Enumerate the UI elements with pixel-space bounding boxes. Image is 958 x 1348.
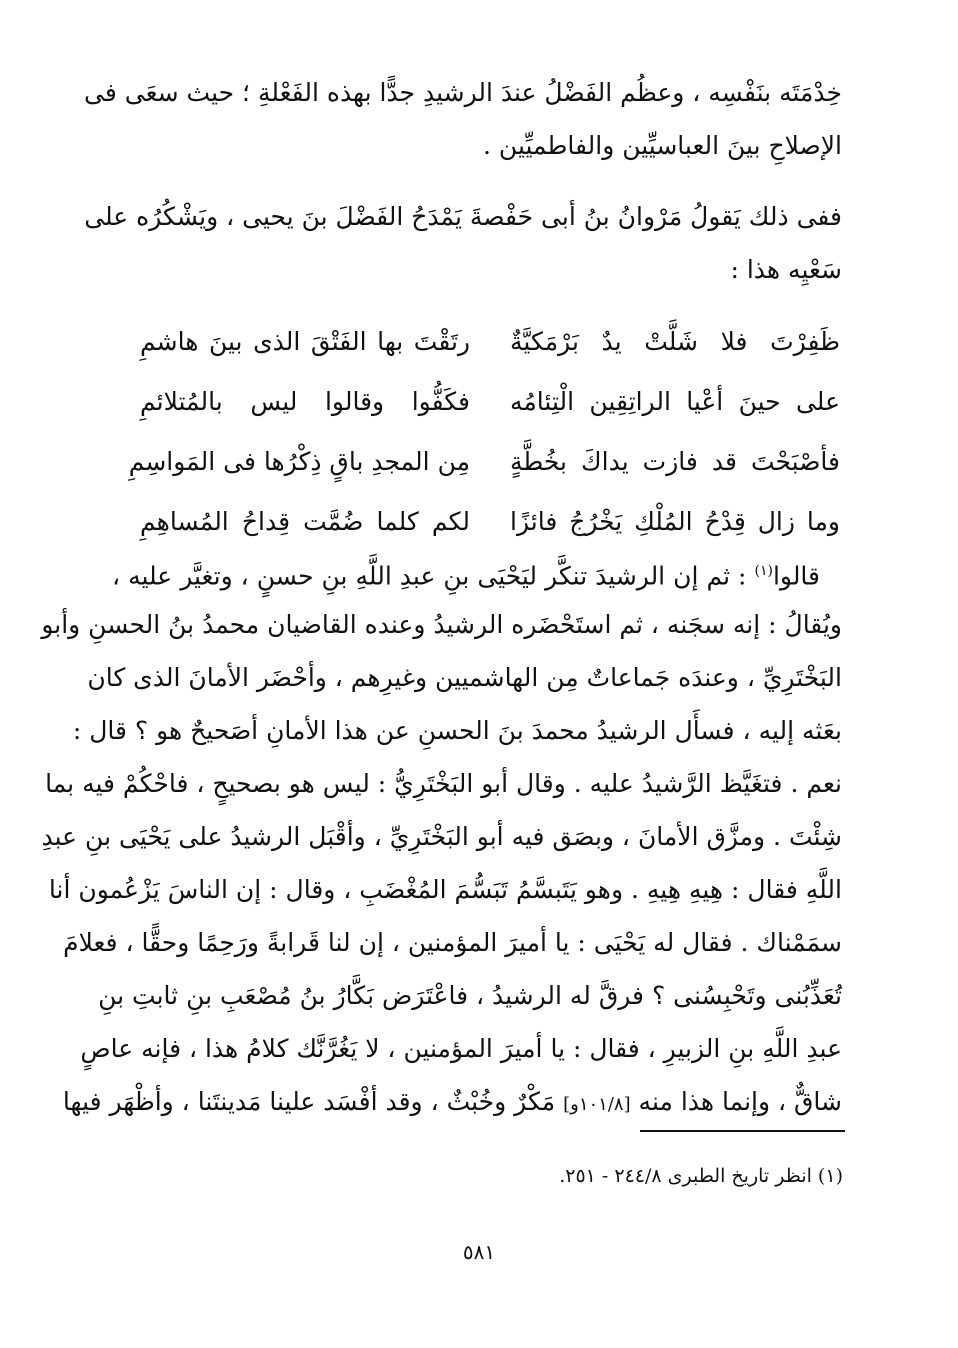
text-segment: شاقٌّ ، وإنما هذا منه [630, 1087, 842, 1116]
footnote-separator [640, 1130, 845, 1132]
paragraph-lead-word: قالوا [772, 561, 820, 591]
text-line: البَخْتَرِيِّ ، وعندَه جَماعاتٌ مِن الهاشميين وغيرِهم ، وأحْضَر الأمانَ الذى كان [87, 663, 842, 692]
verse-second-hemistich: لكم كلما ضُمَّت قِداحُ المُساهِمِ [140, 507, 470, 536]
poem-verse [140, 372, 840, 432]
text-segment: : ثم إن الرشيدَ تنكَّر ليَحْيَى بنِ عبدِ اللَّهِ بنِ حسنٍ ، وتغيَّر عليه ، [112, 561, 755, 591]
verse-first-hemistich: على حينَ أعْيا الراتِقِين الْتِئامُه [510, 387, 840, 416]
verse-second-hemistich: رتَقْتَ بها الفَتْقَ الذى بينَ هاشمِ [140, 327, 470, 356]
verse-second-hemistich: فكَفُّوا وقالوا ليس بالمُتلائمِ [140, 387, 470, 416]
text-line: شِئْتَ . ومزَّق الأمانَ ، وبصَق فيه أبو البَخْتَرِيِّ ، وأقْبَل الرشيدُ على يَحْيَى بنِ عبدِ [41, 822, 842, 851]
page-number: ٥٨١ [462, 1240, 496, 1264]
paragraph-1 [84, 66, 842, 172]
text-line: اللَّهِ فقال : هِيهِ هِيهِ . وهو يَتَبسَّمُ تَبَسُّمَ المُغْضَبِ ، وقال : إن الناسَ يَزْعُمون أنا [48, 875, 842, 904]
verse-second-hemistich: مِن المجدِ باقٍ ذِكْرُها فى المَواسِمِ [128, 447, 470, 476]
folio-marker: [١٠١/٨و] [563, 1094, 631, 1115]
poem-verse [140, 312, 840, 372]
text-line: نعم . فتغَيَّظ الرَّشيدُ عليه . وقال أبو البَخْتَرِيُّ : ليس هو بصحيحٍ ، فاحْكُمْ فيه بما [45, 769, 842, 798]
text-line: سمَمْناك . فقال له يَحْيَى : يا أميرَ المؤمنين ، إن لنا قَرابةً ورَحِمًا وحقًّا ، فعلامَ [63, 928, 842, 957]
text-line: عبدِ اللَّهِ بنِ الزبيرِ ، فقال : يا أميرَ المؤمنين ، لا يَغُرَّنَّك كلامُ هذا ، فإنه عاصٍ [80, 1034, 842, 1063]
poem-verse [140, 492, 840, 552]
verse-first-hemistich: فأصْبَحْتَ قد فازت يداكَ بخُطَّةٍ [510, 447, 840, 476]
text-line: خِدْمَتَه بنَفْسِه ، وعظُم الفَضْلُ عندَ الرشيدِ جدًّا بهذه الفَعْلةِ ؛ حيث سعَى فى [84, 78, 842, 107]
footnote: (١) انظر تاريخ الطبرى ٢٤٤/٨ - ٢٥١. [559, 1165, 843, 1187]
footnote-reference: (١) [754, 563, 773, 579]
text-line [112, 545, 842, 598]
text-line: ففى ذلك يَقولُ مَرْوانُ بنُ أبى حَفْصةَ يَمْدَحُ الفَضْلَ بنَ يحيى ، ويَشْكُرُه على [84, 202, 842, 231]
text-line: تُعَذِّبُنى وتَحْبِسُنى ؟ فرقَّ له الرشيدُ ، فاعْتَرَض بَكَّارُ بنُ مُصْعَبِ بنِ ثابتِ بنِ [98, 981, 842, 1010]
poem [128, 312, 840, 552]
poem-verse [128, 432, 840, 492]
paragraph-3 [41, 545, 842, 1128]
text-line: بعَثه إليه ، فسأَل الرشيدُ محمدَ بنَ الحسنِ عن هذا الأمانِ أصَحيحٌ هو ؟ قال : [72, 716, 842, 745]
text-line: الإصلاحِ بينَ العباسيِّين والفاطميِّين . [483, 131, 842, 160]
verse-first-hemistich: وما زال قِدْحُ المُلْكِ يَخْرُجُ فائزًا [510, 507, 840, 536]
text-line: ويُقالُ : إنه سجَنه ، ثم استَحْضَره الرشيدُ وعنده القاضيان محمدُ بنُ الحسنِ وأبو [41, 610, 842, 639]
text-line [62, 1075, 842, 1128]
text-segment: مَكْرٌ وخُبْثٌ ، وقد أفْسَد علينا مَدينتَنا ، وأظْهَر فيها [62, 1087, 564, 1116]
verse-first-hemistich: ظَفِرْتَ فلا شَلَّتْ يدٌ بَرْمَكيَّةٌ [510, 327, 840, 356]
paragraph-2 [84, 190, 842, 296]
text-line: سَعْيِه هذا : [730, 255, 842, 284]
